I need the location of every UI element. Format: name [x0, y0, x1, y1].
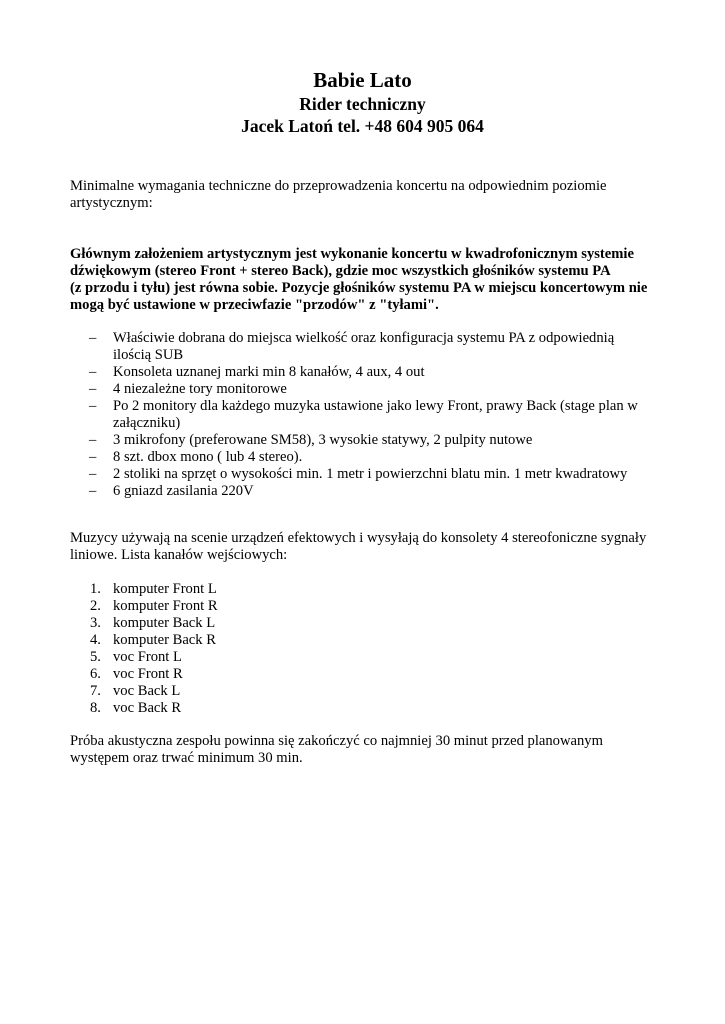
list-item — [70, 666, 655, 683]
channel-label: voc Front R — [113, 666, 183, 682]
list-number: 3. — [90, 615, 101, 631]
list-number: 1. — [90, 581, 101, 597]
dash-marker: – — [89, 364, 97, 380]
list-item — [70, 581, 655, 598]
list-number: 4. — [90, 632, 101, 648]
document-header — [70, 67, 655, 137]
list-item — [70, 598, 655, 615]
list-item — [70, 615, 655, 632]
effects-line: Muzycy używają na scenie urządzeń efektowych i wysyłają do konsolety 4 stereofoniczne sygnały — [70, 530, 647, 546]
assumption-line: mogą być ustawione w przeciwfazie "przodów" z "tyłami". — [70, 297, 439, 313]
list-item-text: Po 2 monitory dla każdego muzyka ustawione jako lewy Front, prawy Back (stage plan w — [113, 398, 638, 414]
list-item — [70, 466, 655, 483]
dash-marker: – — [89, 398, 97, 414]
channel-label: voc Front L — [113, 649, 182, 665]
assumption-line: Głównym założeniem artystycznym jest wykonanie koncertu w kwadrofonicznym systemie — [70, 246, 634, 262]
list-item-text: 2 stoliki na sprzęt o wysokości min. 1 metr i powierzchni blatu min. 1 metr kwadratowy — [113, 466, 628, 482]
channel-label: komputer Front L — [113, 581, 217, 597]
assumption-line: (z przodu i tyłu) jest równa sobie. Pozycje głośników systemu PA w miejscu koncertowym nie — [70, 280, 648, 296]
list-item-text: 8 szt. dbox mono ( lub 4 stereo). — [113, 449, 303, 465]
dash-marker: – — [89, 483, 97, 499]
list-item-text: Właściwie dobrana do miejsca wielkość oraz konfiguracja systemu PA z odpowiednią — [113, 330, 615, 346]
list-item-text: 4 niezależne tory monitorowe — [113, 381, 287, 397]
effects-line: liniowe. Lista kanałów wejściowych: — [70, 547, 288, 563]
list-item — [70, 381, 655, 398]
list-item — [70, 398, 655, 432]
intro-paragraph: Minimalne wymagania techniczne do przeprowadzenia koncertu na odpowiednim poziomie artystycznym: — [70, 178, 607, 211]
list-number: 8. — [90, 700, 101, 716]
channel-label: voc Back L — [113, 683, 181, 699]
list-number: 5. — [90, 649, 101, 665]
list-item — [70, 330, 655, 364]
effects-paragraph — [70, 530, 655, 564]
dash-marker: – — [89, 449, 97, 465]
document-title: Babie Lato — [313, 68, 412, 92]
list-item — [70, 683, 655, 700]
soundcheck-line: występem oraz trwać minimum 30 min. — [70, 750, 303, 766]
soundcheck-paragraph — [70, 733, 655, 767]
list-number: 2. — [90, 598, 101, 614]
channel-label: komputer Back R — [113, 632, 216, 648]
dash-marker: – — [89, 466, 97, 482]
list-item — [70, 649, 655, 666]
channel-label: komputer Back L — [113, 615, 216, 631]
list-item-text: 6 gniazd zasilania 220V — [113, 483, 254, 499]
dash-marker: – — [89, 432, 97, 448]
list-item — [70, 432, 655, 449]
list-item-text: 3 mikrofony (preferowane SM58), 3 wysokie statywy, 2 pulpity nutowe — [113, 432, 533, 448]
list-item-text: załączniku) — [113, 415, 181, 431]
list-item-text: ilością SUB — [113, 347, 184, 363]
channel-list — [70, 581, 655, 717]
list-number: 6. — [90, 666, 101, 682]
list-item — [70, 449, 655, 466]
list-item — [70, 700, 655, 717]
channel-label: komputer Front R — [113, 598, 218, 614]
assumption-line: dźwiękowym (stereo Front + stereo Back), gdzie moc wszystkich głośników systemu PA — [70, 263, 611, 279]
assumption-paragraph — [70, 246, 655, 314]
dash-marker: – — [89, 330, 97, 346]
list-item — [70, 632, 655, 649]
document-subtitle: Rider techniczny — [299, 94, 426, 114]
channel-label: voc Back R — [113, 700, 182, 716]
list-number: 7. — [90, 683, 101, 699]
list-item — [70, 364, 655, 381]
list-item-text: Konsoleta uznanej marki min 8 kanałów, 4 aux, 4 out — [113, 364, 425, 380]
requirements-list — [70, 330, 655, 500]
list-item — [70, 483, 655, 500]
contact-line: Jacek Latoń tel. +48 604 905 064 — [241, 116, 484, 136]
soundcheck-line: Próba akustyczna zespołu powinna się zakończyć co najmniej 30 minut przed planowanym — [70, 733, 603, 749]
dash-marker: – — [89, 381, 97, 397]
